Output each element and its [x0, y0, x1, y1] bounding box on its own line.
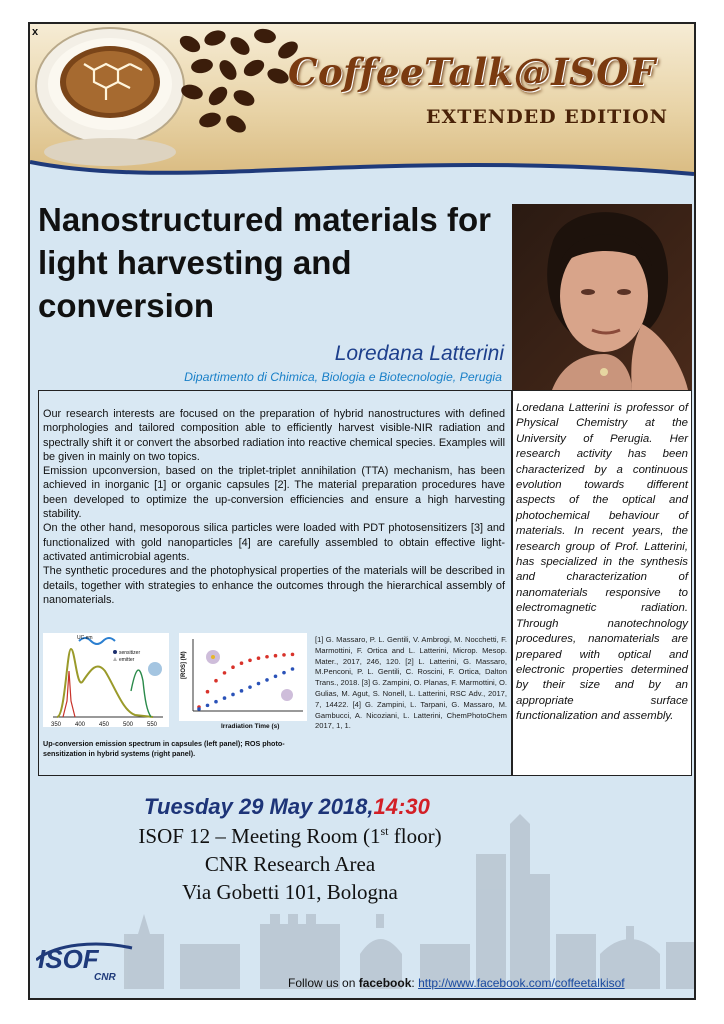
abstract-figure [43, 631, 311, 731]
header-banner [30, 24, 694, 182]
abstract-paragraph: Emission upconversion, based on the triplet-triplet annihilation (TTA) mechanism, has been achieved in inorganic [1] or organic capsules [2]. The material preparation procedures have been developed to optimize the up-conversion efficiencies and ensure a high harvesting stability. [43, 465, 505, 521]
figure-right-panel [179, 633, 307, 730]
figure-right-point [240, 661, 244, 665]
talk-title: Nanostructured materials for light harvesting and conversion [38, 201, 491, 324]
legend-emitter: emitter [119, 657, 135, 663]
figure-right-point [282, 671, 286, 675]
logo-text: ISOF [38, 944, 99, 974]
event-date [144, 794, 430, 820]
figure-left-tick: 500 [123, 722, 134, 728]
abstract-panel [38, 390, 512, 776]
figure-right-point [265, 655, 269, 659]
figure-left-tick: 550 [147, 722, 158, 728]
event-date-text: Tuesday 29 May 2018, [144, 794, 374, 819]
figure-left-panel [43, 633, 169, 728]
figure-right-point [248, 659, 252, 663]
abstract-paragraph: Our research interests are focused on the preparation of hybrid nanostructures with defined morphologies and tailored composition able to efficiently harvest visible-NIR radiation and spectrally shift it or convert the absorbed radiation into reactive chemical species. Examples will be given in mainly on two topics. [43, 408, 505, 463]
abstract-text [43, 407, 505, 607]
speaker-photo [512, 204, 692, 390]
figure-right-point [231, 665, 235, 669]
figure-right-point [274, 654, 278, 658]
logo-sub: CNR [94, 972, 116, 982]
figure-right-ylabel: [ROS] (M) [181, 651, 187, 679]
figure-right-point [291, 667, 295, 671]
figure-right-point [257, 682, 261, 686]
speaker-bio: Loredana Latterini is professor of Physical Chemistry at the University of Perugia. Her research activity has been characterized by a continuous evolution towards different aspects of the optical and photochemical behaviour of materials. In recent years, the research group of Prof. Latterini, has specialized in the synthesis and characterization of nanomaterials responsive to electromagnetic radiation. Through nanotechnology procedures, nanomaterials are prepared with optical and electronic properties determined by their size and by an appropriate surface functionalization and assembly. [516, 402, 688, 723]
figure-right-point [197, 707, 201, 711]
figure-right-point [214, 700, 218, 704]
references: [1] G. Massaro, P. L. Gentili, V. Ambrogi, M. Nocchetti, F. Marmottini, F. Ortica and L. Latterini, Microp. Mesop. Mater., 2017, 246, 120. [2] L. Latterini, G. Massaro, M.Penconi, P. L. Gentili, C. Roscini, F. Ortica, Dalton Trans., 2018. [3] G. Zampini, O. Planas, F. Marmottini, O. Gulias, M. Agut, S. Nonell, L. Latterini, RSC Adv., 2017, 7, 14422. [4] G. Zampini, L. Tarpani, G. Massaro, M. Gambucci, A. Nicoziani, L. Latterini, ChemPhotoChem 2017, 1, 1. [315, 635, 507, 731]
follow-prefix: Follow us on [288, 976, 359, 990]
edition-label: EXTENDED EDITION [426, 106, 669, 128]
figure-right-point [223, 671, 227, 675]
event-series-title: CoffeeTalk@ISOF [288, 50, 656, 94]
event-room: ISOF 12 – Meeting Room (1st floor) [138, 824, 442, 848]
corner-mark: x [32, 26, 39, 38]
figure-right-point [248, 685, 252, 689]
speaker-name: Loredana Latterini [334, 342, 504, 365]
figure-right-xlabel: Irradiation Time (s) [221, 723, 280, 730]
event-time: 14:30 [373, 794, 430, 819]
figure-right-point [257, 656, 261, 660]
figure-right-point [240, 689, 244, 693]
facebook-link[interactable]: http://www.facebook.com/coffeetalkisof [418, 976, 625, 990]
figure-right-point [231, 693, 235, 697]
follow-separator: : [411, 976, 419, 990]
poster [28, 22, 696, 1000]
event-address: Via Gobetti 101, Bologna [182, 880, 398, 904]
figure-right-point [206, 704, 210, 708]
figure-right-point [291, 653, 295, 657]
figure-left-tick: 350 [51, 722, 62, 728]
footer-follow [288, 976, 625, 990]
figure-right-point [206, 690, 210, 694]
follow-network: facebook [358, 976, 412, 990]
figure-left-tick: 400 [75, 722, 86, 728]
legend-sensitizer: sensitizer [119, 650, 141, 656]
speaker-bio-panel [512, 390, 692, 776]
event-area: CNR Research Area [204, 852, 376, 876]
figure-caption: Up-conversion emission spectrum in capsules (left panel); ROS photo-sensitization in hybrid systems (right panel). [43, 739, 285, 758]
figure-right-point [265, 678, 269, 682]
figure-label-uc: UC em [77, 635, 93, 641]
speaker-affiliation: Dipartimento di Chimica, Biologia e Biotecnologie, Perugia [184, 370, 502, 384]
figure-right-point [282, 653, 286, 657]
figure-right-point [223, 696, 227, 700]
isof-cnr-logo [36, 934, 136, 982]
figure-right-point [214, 679, 218, 683]
figure-left-tick: 450 [99, 722, 110, 728]
abstract-paragraph: On the other hand, mesoporous silica particles were loaded with PDT photosensitizers [3] and functionalized with gold nanoparticles [4] are carefully assembled to obtain effective light-activated antimicrobial agents. [43, 522, 505, 563]
header-wave [30, 152, 694, 182]
abstract-paragraph: The synthetic procedures and the photophysical properties of the materials will be described in details, together with strategies to enhance the outcomes through the hierarchical assembly of nanomaterials. [43, 565, 505, 606]
figure-right-point [274, 674, 278, 678]
